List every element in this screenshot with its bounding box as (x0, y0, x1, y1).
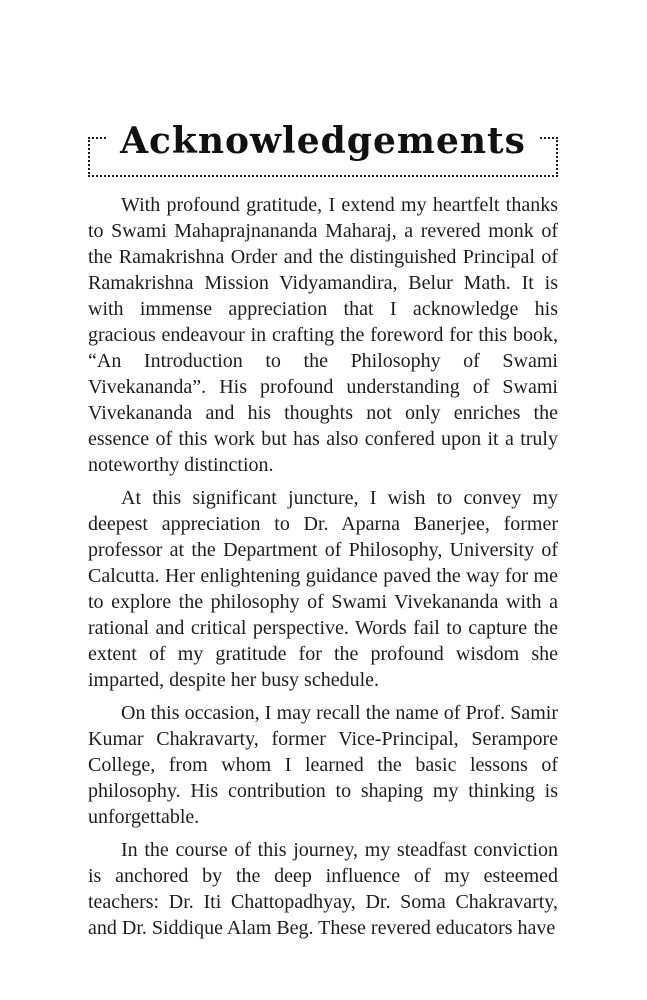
body-text (88, 192, 558, 941)
paragraph-2: At this significant juncture, I wish to convey my deepest appreciation to Dr. Aparna Banerjee, former professor at the Department of Philosophy, University of Calcutta. Her enlightening guidance paved the way for me to explore the philosophy of Swami Vivekananda with a rational and critical perspective. Words fail to capture the extent of my gratitude for the profound wisdom she imparted, despite her busy schedule. (88, 487, 558, 691)
title-box (88, 120, 558, 177)
paragraph-3: On this occasion, I may recall the name of Prof. Samir Kumar Chakravarty, former Vice-Principal, Serampore College, from whom I learned the basic lessons of philosophy. His contribution to shaping my thinking is unforgettable. (88, 702, 558, 828)
paragraph-4: In the course of this journey, my steadfast conviction is anchored by the deep influence of my esteemed teachers: Dr. Iti Chattopadhyay, Dr. Soma Chakravarty, and Dr. Siddique Alam Beg. These revered educators have (88, 839, 558, 939)
page-title: Acknowledgements (106, 120, 540, 162)
page-content (88, 0, 558, 948)
paragraph-1: With profound gratitude, I extend my heartfelt thanks to Swami Mahaprajnananda Maharaj, a revered monk of the Ramakrishna Order and the distinguished Principal of Ramakrishna Mission Vidyamandira, Belur Math. It is with immense appreciation that I acknowledge his gracious endeavour in crafting the foreword for this book, “An Introduction to the Philosophy of Swami Vivekananda”. His profound understanding of Swami Vivekananda and his thoughts not only enriches the essence of this work but has also confered upon it a truly noteworthy distinction. (88, 194, 558, 476)
